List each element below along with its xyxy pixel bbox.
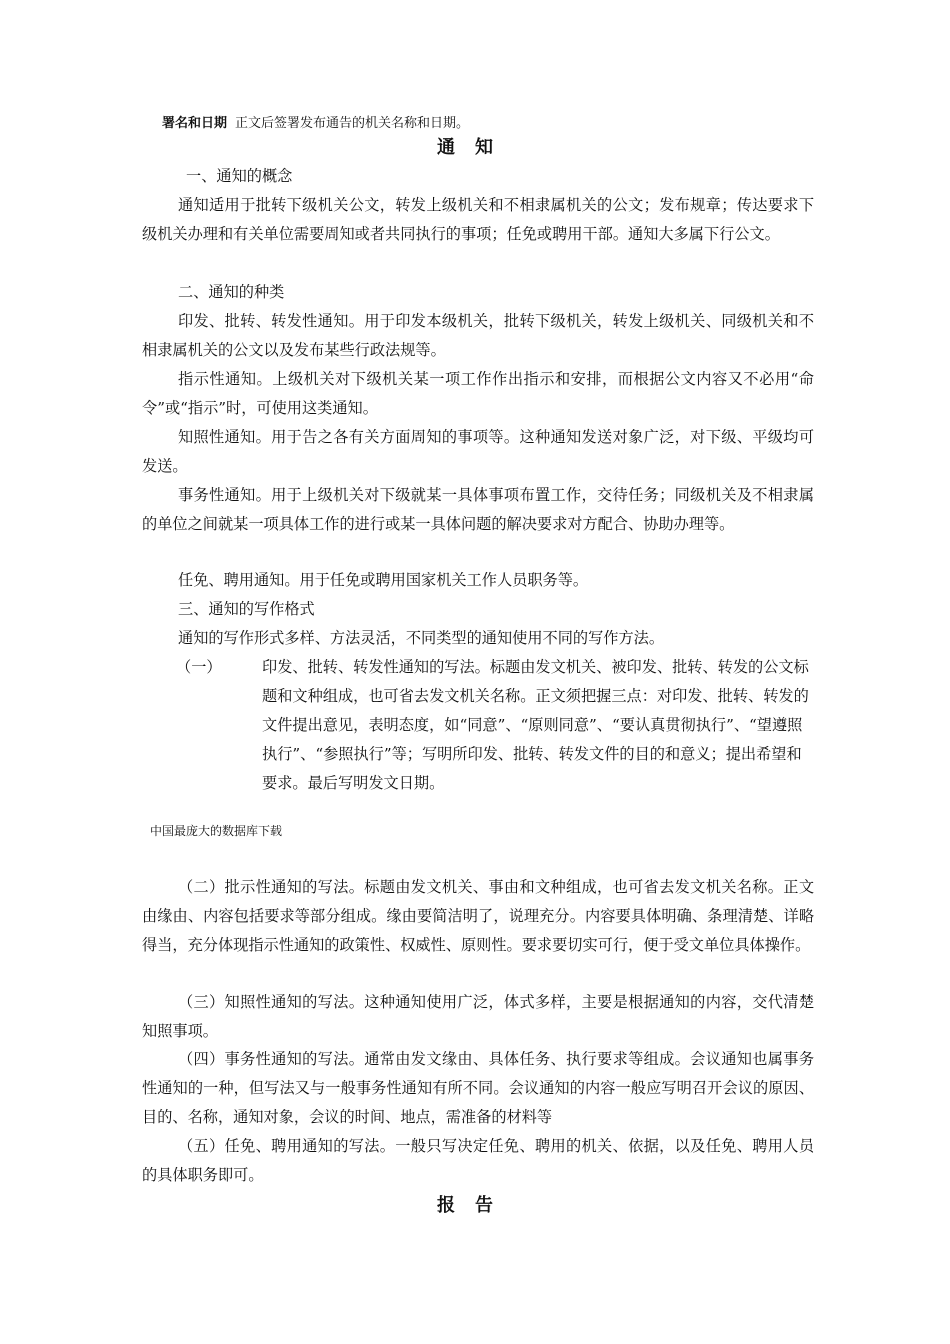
notice-type-print-forward: 印发、批转、转发性通知。用于印发本级机关，批转下级机关，转发上级机关、同级机关和不相隶属机关的公文以及发布某些行政法规等。 — [142, 312, 814, 359]
notice-type-appointment: 任免、聘用通知。用于任免或聘用国家机关工作人员职务等。 — [178, 571, 589, 589]
notice-title: 通知 — [437, 137, 513, 158]
section-1-heading: 一、通知的概念 — [186, 167, 293, 185]
section-2-heading: 二、通知的种类 — [178, 283, 285, 301]
list-item-1-number: （一） — [176, 658, 222, 676]
download-source-note: 中国最庞大的数据库下载 — [150, 824, 283, 838]
report-title: 报告 — [437, 1195, 513, 1216]
list-item-4: （四）事务性通知的写法。通常由发文缘由、具体任务、执行要求等组成。会议通知也属事务性通知的一种，但写法又与一般事务性通知有所不同。会议通知的内容一般应写明召开会议的原因、目的、名称，通知对象，会议的时间、地点，需准备的材料等 — [142, 1050, 814, 1126]
section-3-intro: 通知的写作形式多样、方法灵活，不同类型的通知使用不同的写作方法。 — [178, 629, 664, 647]
notice-type-affairs: 事务性通知。用于上级机关对下级就某一具体事项布置工作，交待任务；同级机关及不相隶属的单位之间就某一项具体工作的进行或某一具体问题的解决要求对方配合、协助办理等。 — [142, 486, 814, 533]
list-item-1-body: 印发、批转、转发性通知的写法。标题由发文机关、被印发、批转、转发的公文标题和文种组成，也可省去发文机关名称。正文须把握三点：对印发、批转、转发的文件提出意见，表明态度，如“同意”、“原则同意”、“要认真贯彻执行”、“望遵照执行”、“参照执行”等；写明所印发、批转、转发文件的目的和意义；提出希望和要求。最后写明发文日期。 — [262, 658, 809, 792]
list-item-5: （五）任免、聘用通知的写法。一般只写决定任免、聘用的机关、依据，以及任免、聘用人员的具体职务即可。 — [142, 1137, 814, 1184]
signature-line — [162, 115, 469, 133]
section-1-paragraph: 通知适用于批转下级机关公文，转发上级机关和不相隶属机关的公文；发布规章；传达要求下级机关办理和有关单位需要周知或者共同执行的事项；任免或聘用干部。通知大多属下行公文。 — [142, 196, 814, 243]
signature-label: 署名和日期 — [162, 116, 228, 131]
list-item-3: （三）知照性通知的写法。这种通知使用广泛，体式多样，主要是根据通知的内容，交代清楚知照事项。 — [142, 993, 814, 1040]
list-item-2: （二）批示性通知的写法。标题由发文机关、事由和文种组成，也可省去发文机关名称。正文由缘由、内容包括要求等部分组成。缘由要简洁明了，说理充分。内容要具体明确、条理清楚、详略得当，充分体现指示性通知的政策性、权威性、原则性。要求要切实可行，便于受文单位具体操作。 — [142, 878, 814, 954]
notice-type-directive: 指示性通知。上级机关对下级机关某一项工作作出指示和安排，而根据公文内容又不必用“命令”或“指示”时，可使用这类通知。 — [142, 370, 814, 417]
section-3-heading: 三、通知的写作格式 — [178, 600, 315, 618]
signature-text: 正文后签署发布通告的机关名称和日期。 — [235, 116, 470, 131]
notice-type-informative: 知照性通知。用于告之各有关方面周知的事项等。这种通知发送对象广泛，对下级、平级均可发送。 — [142, 428, 814, 475]
